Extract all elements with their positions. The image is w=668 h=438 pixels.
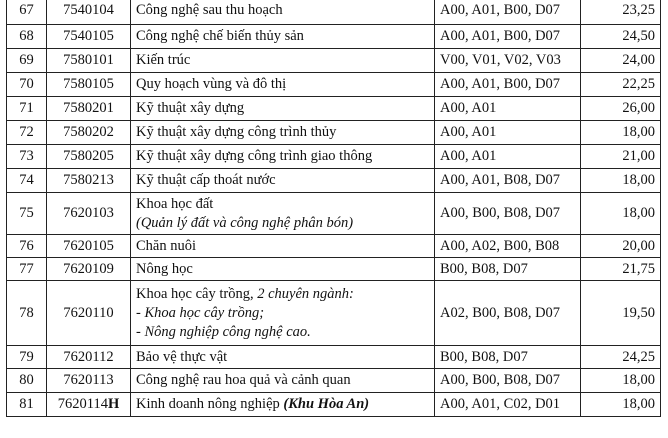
row-number: 71 [7, 97, 47, 121]
subject-combinations: A00, B00, B08, D07 [435, 193, 581, 235]
table-row [7, 281, 661, 346]
major-code: 7580213 [47, 169, 131, 193]
subject-combinations: B00, B08, D07 [435, 258, 581, 281]
major-name: Kỹ thuật xây dựng công trình thủy [131, 121, 435, 145]
benchmark-score: 26,00 [581, 97, 661, 121]
table-row [7, 49, 661, 73]
major-name: Quy hoạch vùng và đô thị [131, 73, 435, 97]
benchmark-score: 22,25 [581, 73, 661, 97]
benchmark-score: 18,00 [581, 121, 661, 145]
subject-combinations: A00, A01, B00, D07 [435, 73, 581, 97]
admission-score-table [6, 0, 661, 417]
row-number: 68 [7, 25, 47, 49]
major-code [47, 393, 131, 417]
table-row [7, 235, 661, 258]
benchmark-score: 24,00 [581, 49, 661, 73]
major-code: 7580101 [47, 49, 131, 73]
subject-combinations: A00, A01, B00, D07 [435, 25, 581, 49]
benchmark-score: 18,00 [581, 369, 661, 393]
major-code: 7620112 [47, 346, 131, 369]
table-row [7, 193, 661, 235]
row-number: 67 [7, 0, 47, 25]
subject-combinations: A00, A01, B00, D07 [435, 0, 581, 25]
table-row [7, 0, 661, 25]
major-code: 7620110 [47, 281, 131, 346]
table-row [7, 346, 661, 369]
subject-combinations: B00, B08, D07 [435, 346, 581, 369]
row-number: 74 [7, 169, 47, 193]
row-number: 72 [7, 121, 47, 145]
major-code: 7620105 [47, 235, 131, 258]
row-number: 77 [7, 258, 47, 281]
subject-combinations: A00, A01 [435, 145, 581, 169]
campus-code-suffix: H [107, 396, 120, 412]
benchmark-score: 18,00 [581, 393, 661, 417]
subject-combinations: V00, V01, V02, V03 [435, 49, 581, 73]
major-name: Công nghệ chế biến thủy sản [131, 25, 435, 49]
benchmark-score: 18,00 [581, 169, 661, 193]
major-name: Kỹ thuật xây dựng [131, 97, 435, 121]
major-code: 7540105 [47, 25, 131, 49]
major-code-number: 7620114 [57, 396, 108, 412]
benchmark-score: 19,50 [581, 281, 661, 346]
major-code: 7580201 [47, 97, 131, 121]
major-code: 7620103 [47, 193, 131, 235]
major-name: Công nghệ sau thu hoạch [131, 0, 435, 25]
subject-combinations: A00, B00, B08, D07 [435, 369, 581, 393]
table-row [7, 97, 661, 121]
major-name: Công nghệ rau hoa quả và cảnh quan [131, 369, 435, 393]
subject-combinations: A00, A01, B08, D07 [435, 169, 581, 193]
major-code: 7620113 [47, 369, 131, 393]
major-name: Nông học [131, 258, 435, 281]
row-number: 78 [7, 281, 47, 346]
major-name-main: Khoa học cây trồng, [136, 285, 258, 302]
campus-note: (Khu Hòa An) [283, 396, 370, 412]
benchmark-score: 20,00 [581, 235, 661, 258]
row-number: 70 [7, 73, 47, 97]
major-name: Bảo vệ thực vật [131, 346, 435, 369]
table-row [7, 369, 661, 393]
table-row [7, 169, 661, 193]
major-name-main: Kinh doanh nông nghiệp [136, 396, 284, 412]
benchmark-score: 24,50 [581, 25, 661, 49]
benchmark-score: 21,75 [581, 258, 661, 281]
table-row [7, 145, 661, 169]
subject-combinations: A00, A01, C02, D01 [435, 393, 581, 417]
major-name [131, 281, 435, 346]
row-number: 81 [7, 393, 47, 417]
major-code: 7540104 [47, 0, 131, 25]
row-number: 75 [7, 193, 47, 235]
major-name: Kỹ thuật cấp thoát nước [131, 169, 435, 193]
subject-combinations: A00, A01 [435, 97, 581, 121]
benchmark-score: 18,00 [581, 193, 661, 235]
row-number: 80 [7, 369, 47, 393]
specialization-item: - Nông nghiệp công nghệ cao. [136, 323, 311, 340]
row-number: 73 [7, 145, 47, 169]
major-code: 7580105 [47, 73, 131, 97]
major-name: Chăn nuôi [131, 235, 435, 258]
benchmark-score: 21,00 [581, 145, 661, 169]
table-row [7, 25, 661, 49]
table-row [7, 121, 661, 145]
major-name-subtitle: (Quản lý đất và công nghệ phân bón) [136, 214, 354, 231]
major-name-main: Khoa học đất [136, 195, 214, 212]
benchmark-score: 23,25 [581, 0, 661, 25]
row-number: 69 [7, 49, 47, 73]
table-row [7, 258, 661, 281]
major-code: 7620109 [47, 258, 131, 281]
major-code: 7580202 [47, 121, 131, 145]
table-row [7, 73, 661, 97]
specialization-item: - Khoa học cây trồng; [136, 304, 265, 321]
major-name: Kỹ thuật xây dựng công trình giao thông [131, 145, 435, 169]
row-number: 79 [7, 346, 47, 369]
major-code: 7580205 [47, 145, 131, 169]
subject-combinations: A00, A02, B00, B08 [435, 235, 581, 258]
table-row [7, 393, 661, 417]
specialization-note: 2 chuyên ngành: [257, 285, 354, 302]
major-name [131, 393, 435, 417]
benchmark-score: 24,25 [581, 346, 661, 369]
subject-combinations: A00, A01 [435, 121, 581, 145]
major-name [131, 193, 435, 235]
major-name: Kiến trúc [131, 49, 435, 73]
row-number: 76 [7, 235, 47, 258]
subject-combinations: A02, B00, B08, D07 [435, 281, 581, 346]
